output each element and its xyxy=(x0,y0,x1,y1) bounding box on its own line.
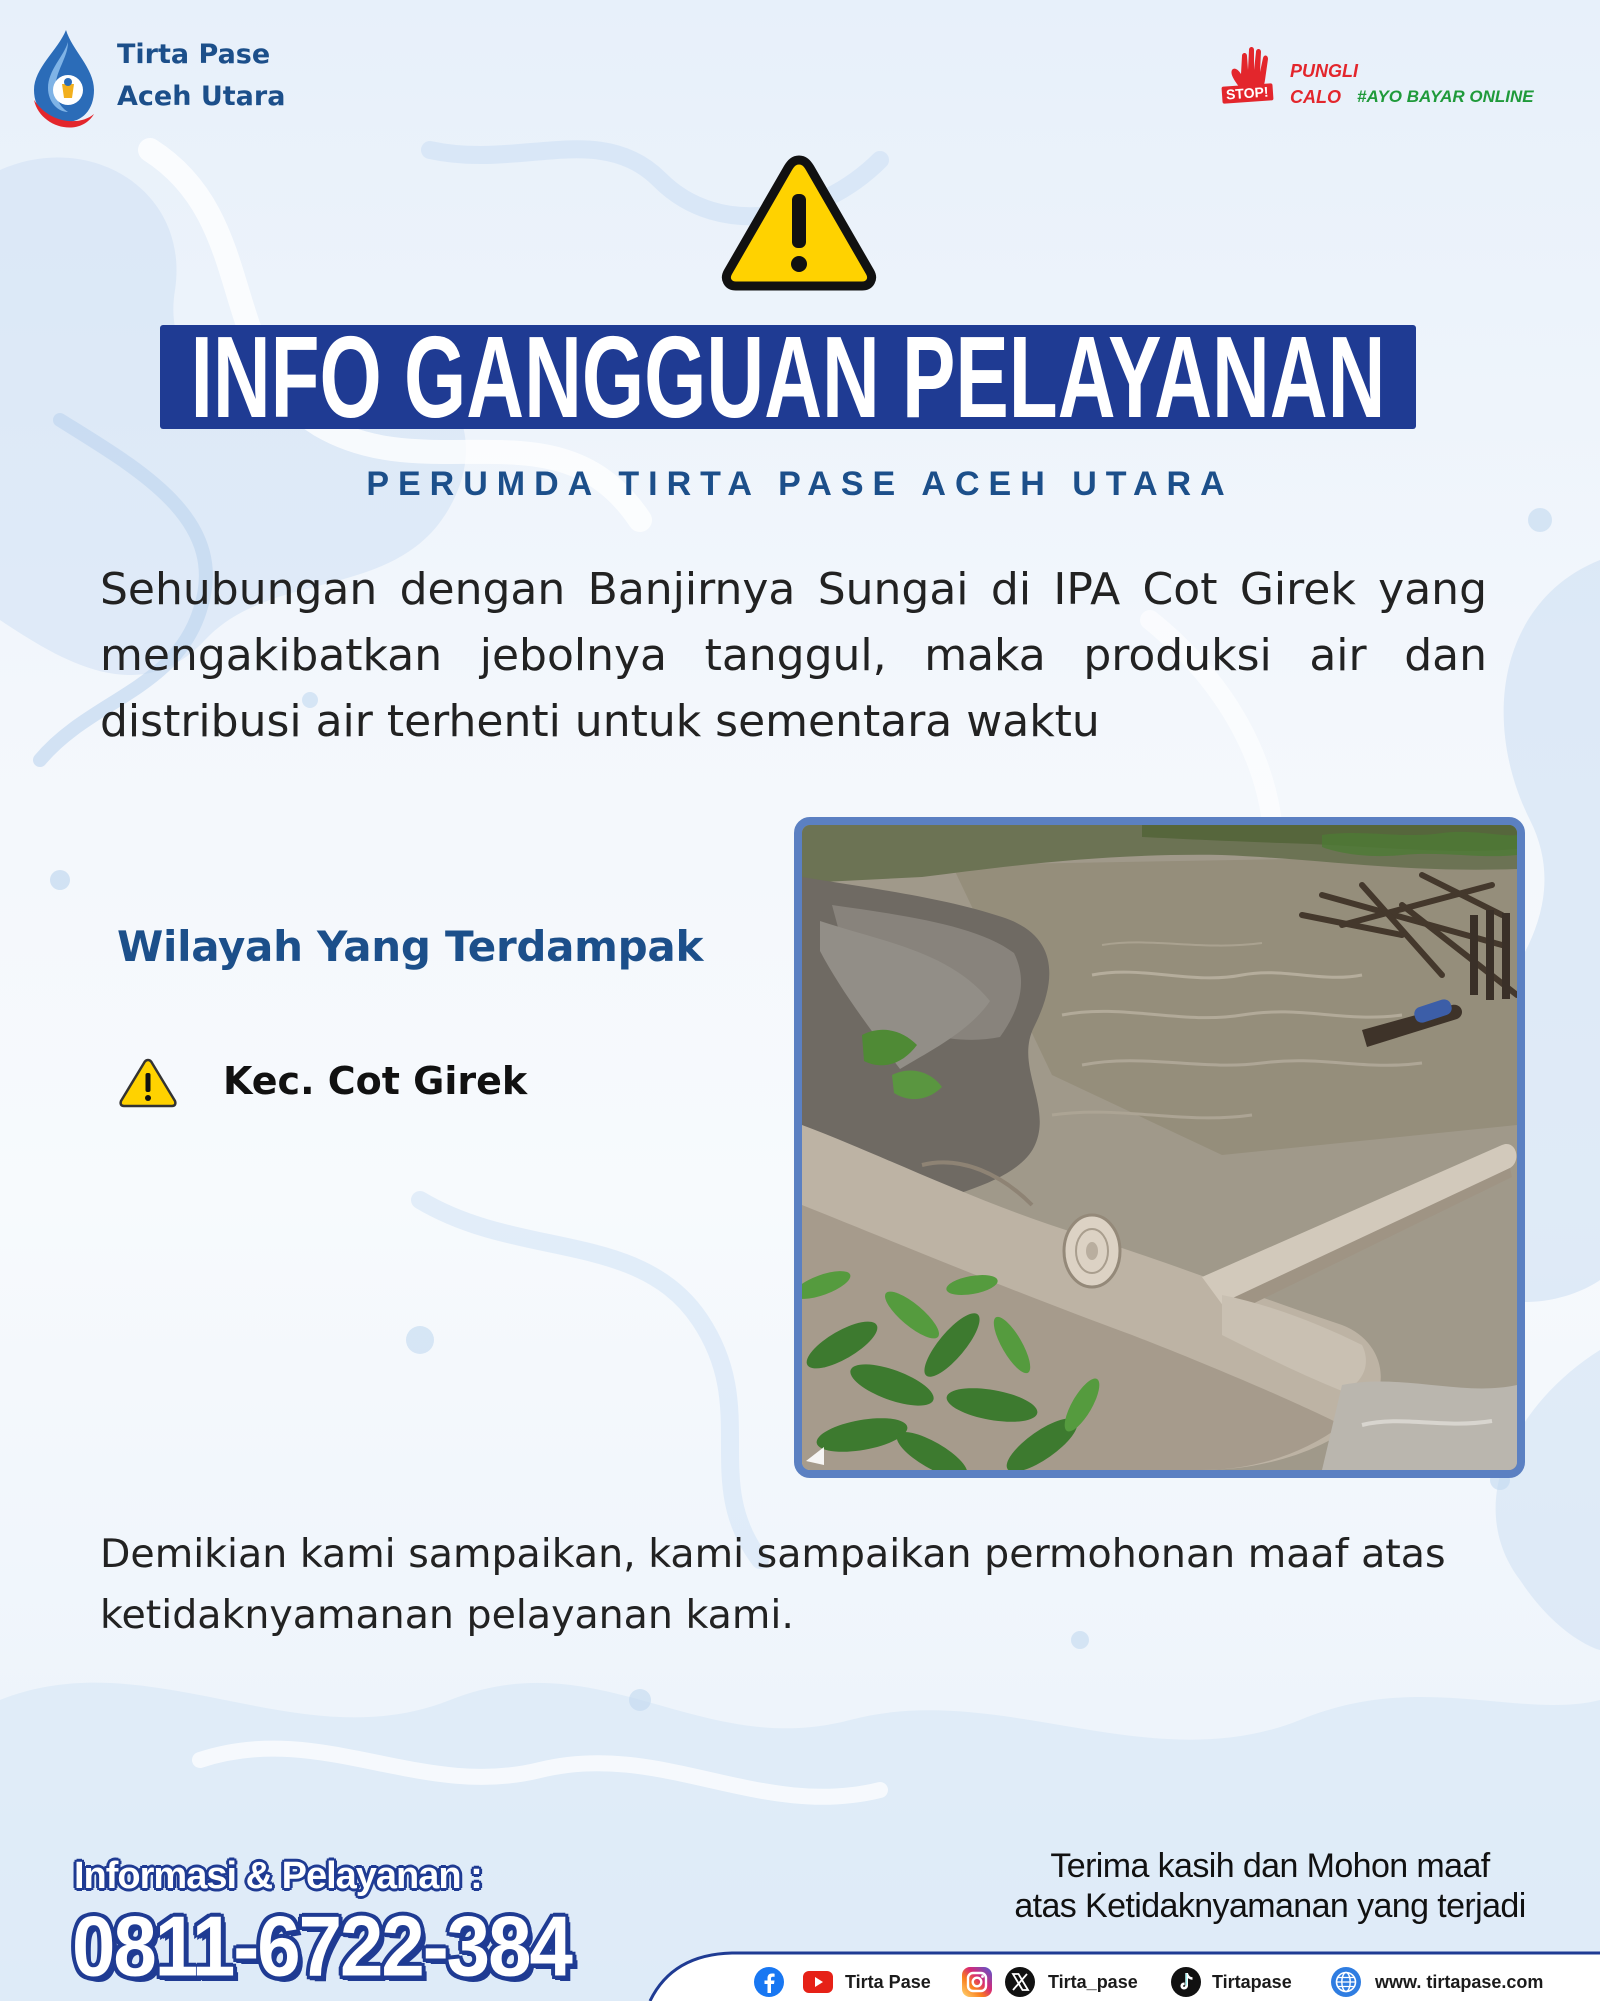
brand-name xyxy=(117,34,285,118)
facebook-icon xyxy=(753,1966,785,1998)
contact-phone-number: 0811-6722-384 xyxy=(72,1897,571,1995)
closing-line: ketidaknyamanan pelayanan kami. xyxy=(100,1592,794,1638)
alert-subtitle: PERUMDA TIRTA PASE ACEH UTARA xyxy=(366,465,1234,503)
social-handle-facebook-youtube: Tirta Pase xyxy=(845,1972,931,1992)
campaign-word-calo: CALO xyxy=(1290,87,1341,107)
contact-label: Informasi & Pelayanan : xyxy=(74,1855,482,1897)
social-handle-tiktok: Tirtapase xyxy=(1212,1972,1292,1992)
tirta-pase-logo-icon xyxy=(28,28,100,134)
stop-label: STOP! xyxy=(1221,83,1273,103)
warning-icon xyxy=(718,150,880,294)
thanks-line1: Terima kasih dan Mohon maaf xyxy=(1050,1847,1490,1885)
closing-line: Demikian kami sampaikan, kami sampaikan permohonan maaf atas xyxy=(100,1531,1446,1577)
youtube-icon xyxy=(802,1966,834,1998)
instagram-icon xyxy=(961,1966,993,1998)
flood-photo xyxy=(794,817,1525,1478)
brand-name-line2: Aceh Utara xyxy=(117,81,286,112)
affected-area-item: Kec. Cot Girek xyxy=(223,1059,528,1103)
alert-title: INFO GANGGUAN PELAYANAN xyxy=(190,312,1386,442)
brand-name-line1: Tirta Pase xyxy=(117,39,271,70)
alert-title-banner xyxy=(160,312,1416,442)
campaign-hashtag: #AYO BAYAR ONLINE xyxy=(1357,87,1534,106)
river-embankment-photo xyxy=(802,825,1517,1470)
website-url: www. tirtapase.com xyxy=(1375,1972,1544,1992)
notice-line: Sehubungan dengan Banjirnya Sungai di IPA Cot Girek yang xyxy=(100,564,1487,615)
notice-line: distribusi air terhenti untuk sementara waktu xyxy=(100,696,1100,747)
campaign-word-pungli: PUNGLI xyxy=(1290,61,1359,81)
tiktok-icon xyxy=(1170,1966,1202,1998)
thanks-message xyxy=(980,1846,1560,1926)
notice-paragraph xyxy=(100,557,1487,755)
thanks-line2: atas Ketidaknyamanan yang terjadi xyxy=(1014,1887,1526,1925)
small-warning-icon xyxy=(117,1056,179,1108)
globe-icon xyxy=(1330,1966,1362,1998)
x-icon xyxy=(1004,1966,1036,1998)
affected-area-heading: Wilayah Yang Terdampak xyxy=(117,922,704,971)
notice-line: mengakibatkan jebolnya tanggul, maka produksi air dan xyxy=(100,630,1487,681)
closing-paragraph xyxy=(100,1524,1446,1646)
social-handle-instagram-x: Tirta_pase xyxy=(1048,1972,1138,1992)
